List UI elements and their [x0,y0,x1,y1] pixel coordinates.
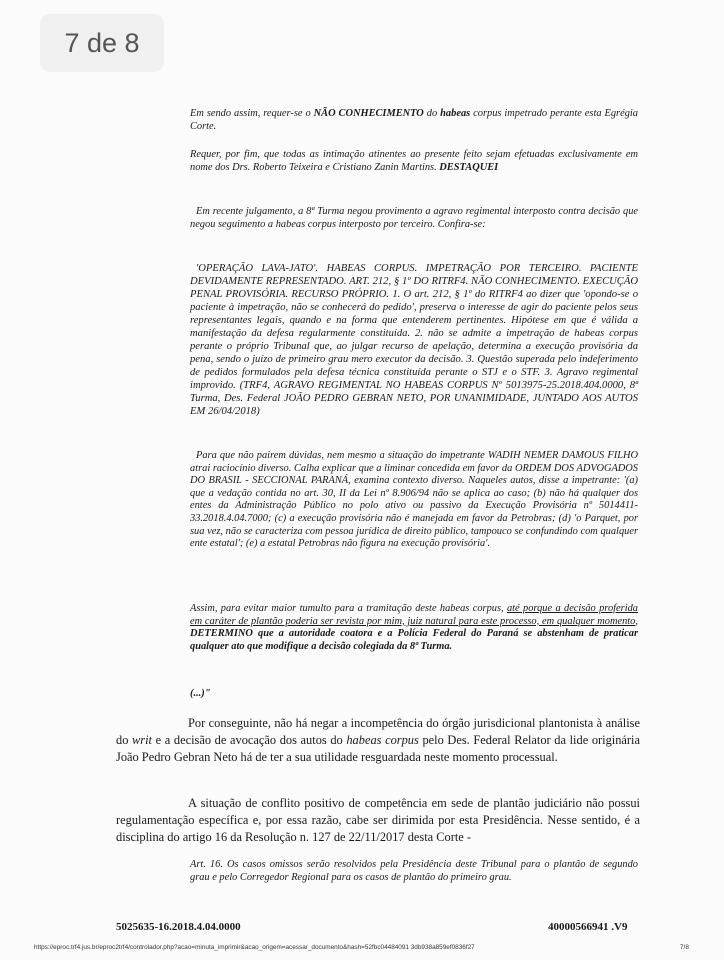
process-number: 5025635-16.2018.4.04.0000 [116,921,241,933]
bold-text: NÃO CONHECIMENTO [313,108,424,119]
text: do [423,108,441,119]
text: corpus impetrado perante esta Egrégia Corte. [190,108,638,132]
italic-text: habeas corpus [346,733,419,747]
page-counter-badge: 7 de 8 [40,14,164,72]
text: Em sendo assim, requer-se o [190,108,314,119]
print-page-number: 7/8 [680,944,689,951]
underlined-text: até porque a decisão proferida em caráter de plantão poderia ser revista por mim, juiz natural para este processo, em qualquer momento [190,603,638,627]
bold-text: DETERMINO que a autoridade coatora e a Polícia Federal do Paraná se abstenham de praticar qualquer ato que modifique a decisão colegiada da 8ª Turma. [190,628,638,652]
quoted-article-16: Art. 16. Os casos omissos serão resolvidos pela Presidência deste Tribunal para o plantão de segundo grau e pelo Corregedor Regional para os casos de plantão do primeiro grau. [190,859,638,883]
print-url: https://eproc.trf4.jus.br/eproc2trf4/controlador.php?acao=minuta_imprimir&acao_origem=acessar_documento&hash=52fbc04484091 3db938a859ef0836f27 [34,944,475,951]
paragraph-conflict-competence: A situação de conflito positivo de competência em sede de plantão judiciário não possui regulamentação específica e, por essa razão, cabe ser dirimida por esta Presidência. Nesse sentido, é a disciplina do artigo 16 da Resolução n. 127 de 22/11/2017 desta Corte - [116,796,640,844]
quote-ellipsis: (...)" [190,688,211,699]
bold-text: DESTAQUEI [439,161,499,173]
paragraph-impetrante-situation: Para que não pairem dúvidas, nem mesmo a situação do impetrante WADIH NEMER DAMOUS FILHO atrai raciocínio diverso. Calha explicar que a liminar concedida em favor da ORDEM DOS ADVOGADOS DO BRASIL - SECCIONAL PARANÁ, examina contexto diverso. Naqueles autos, disse a impetrante: '(a) que a vedação contida no art. 30, II da Lei nº 8.906/94 não se aplica ao caso; (b) não há qualquer dos entes da Administração Público no polo ativo ou passivo da Execução Provisória nº 5014411-33.2018.4.04.7000; (c) a execução provisória não é manejada em favor da Petrobras; (d) 'o Parquet, por sua vez, não se caracteriza com pessoa jurídica de direito público, tampouco se confundindo com qualquer ente estatal'; (e) a estatal Petrobras não figura na execução provisória'. [190,450,638,550]
paragraph-request-intimation [190,149,638,174]
text: , [635,615,638,627]
text: Assim, para evitar maior tumulto para a tramitação deste habeas corpus, [190,603,507,614]
paragraph-request-non-conhecimento [190,108,638,133]
italic-text: writ [132,733,153,747]
quoted-ementa: 'OPERAÇÃO LAVA-JATO'. HABEAS CORPUS. IMPETRAÇÃO POR TERCEIRO. PACIENTE DEVIDAMENTE REPRESENTADO. ART. 212, § 1º DO RITRF4. NÃO CONHECIMENTO. EXECUÇÃO PENAL PROVISÓRIA. RECURSO PRÓPRIO. 1. O art. 212, § 1º do RITRF4 ao dizer que 'opondo-se o paciente à impetração, não se conhecerá do pedido', preserva o interesse de agir do paciente pelos seus representantes legais, quando e na forma que entenderem pertinentes. Hipótese em que é válida a manifestação da defesa regularmente constituída. 2. não se admite a impetração de habeas corpus perante o próprio Tribunal que, ao julgar recurso de apelação, determina a execução provisória da pena, sendo o juízo de primeiro grau mero executor da decisão. 3. Questão superada pelo indeferimento de pedidos formulados pela defesa técnica constituída perante o STJ e o STF. 3. Agravo regimental improvido. (TRF4, AGRAVO REGIMENTAL NO HABEAS CORPUS Nº 5013975-25.2018.404.0000, 8ª Turma, Des. Federal JOÃO PEDRO GEBRAN NETO, POR UNANIMIDADE, JUNTADO AOS AUTOS EM 26/04/2018) [190,263,638,417]
paragraph-recent-judgment: Em recente julgamento, a 8ª Turma negou provimento a agravo regimental interposto contra decisão que negou seguimento a habeas corpus interposto por terceiro. Confira-se: [190,206,638,230]
paragraph-incompetence [116,715,640,766]
text: pelo Des. Federal Relator da lide originária João Pedro Gebran Neto há de ter a sua utilidade resguardada neste momento processual. [116,733,640,764]
paragraph-determination [190,603,638,653]
text: Por conseguinte, não há negar a incompetência do órgão jurisdicional plantonista à análise do [116,716,640,747]
bold-text: habeas [440,108,471,119]
text: Requer, por fim, que todas as intimação atinentes ao presente feito sejam efetuadas exclusivamente em nome dos Drs. Roberto Teixeira e Cristiano Zanin Martins. [190,149,638,173]
document-code: 40000566941 .V9 [548,921,628,933]
text: e a decisão de avocação dos autos do [152,733,347,747]
